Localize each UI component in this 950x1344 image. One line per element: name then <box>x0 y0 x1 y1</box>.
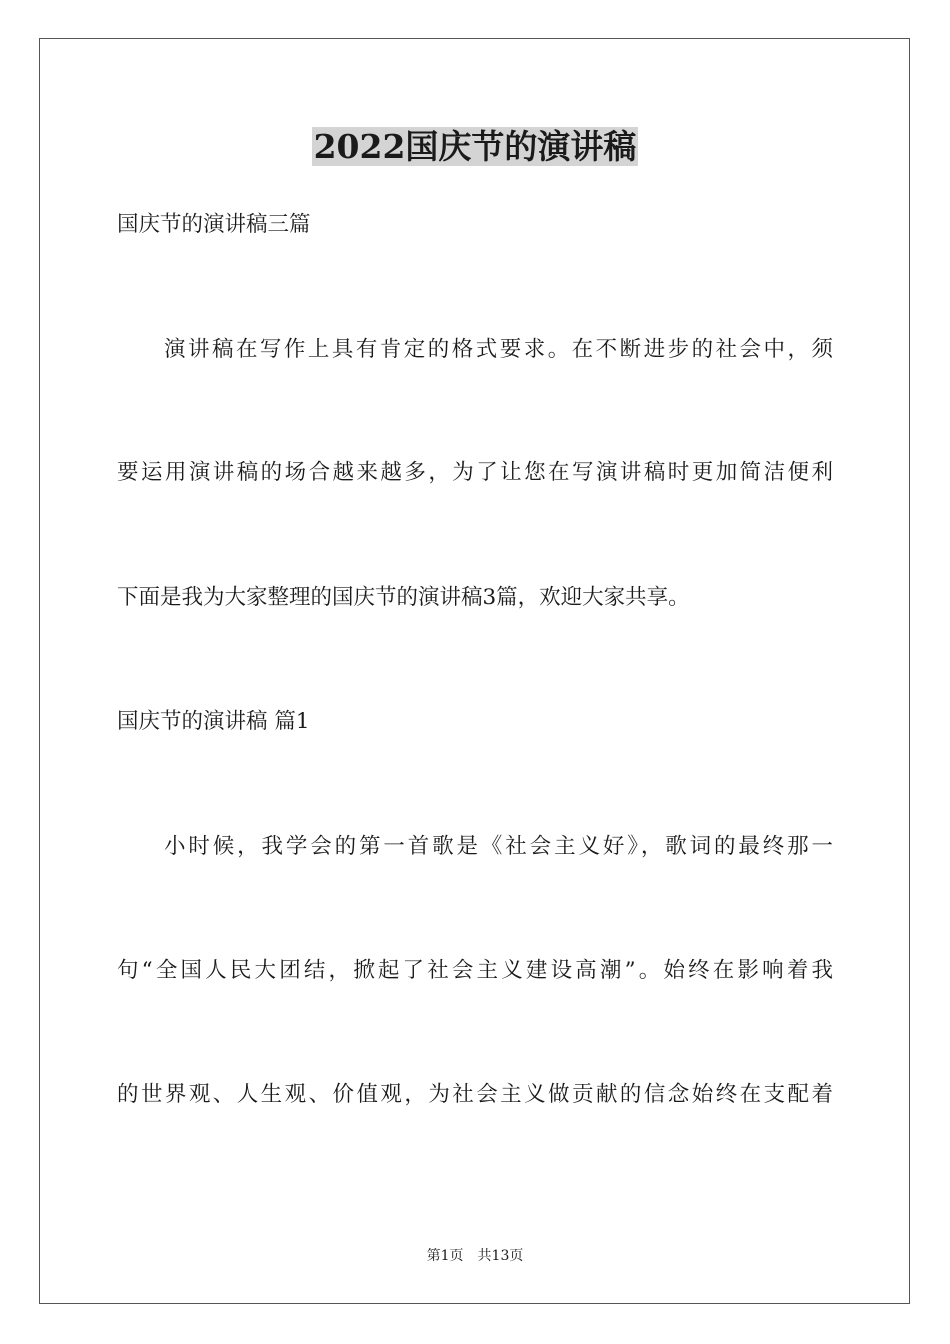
intro-line-2: 要运用演讲稿的场合越来越多，为了让您在写演讲稿时更加简洁便利 <box>117 460 833 485</box>
intro-line-3: 下面是我为大家整理的国庆节的演讲稿3篇，欢迎大家共享。 <box>117 585 690 610</box>
page-number: 第1页 <box>426 1248 464 1264</box>
body-line-3: 的世界观、人生观、价值观，为社会主义做贡献的信念始终在支配着 <box>117 1082 833 1107</box>
body-line-1: 小时候，我学会的第一首歌是《社会主义好》，歌词的最终那一 <box>164 834 833 859</box>
page-footer <box>0 1246 950 1266</box>
subtitle: 国庆节的演讲稿三篇 <box>117 212 311 237</box>
page-total: 共13页 <box>477 1248 524 1264</box>
document-title-text: 2022国庆节的演讲稿 <box>313 127 637 166</box>
body-line-2: 句“全国人民大团结，掀起了社会主义建设高潮”。始终在影响着我 <box>117 958 833 983</box>
document-title <box>0 124 950 170</box>
intro-line-1: 演讲稿在写作上具有肯定的格式要求。在不断进步的社会中，须 <box>164 337 833 362</box>
section-heading: 国庆节的演讲稿 篇1 <box>117 709 310 734</box>
